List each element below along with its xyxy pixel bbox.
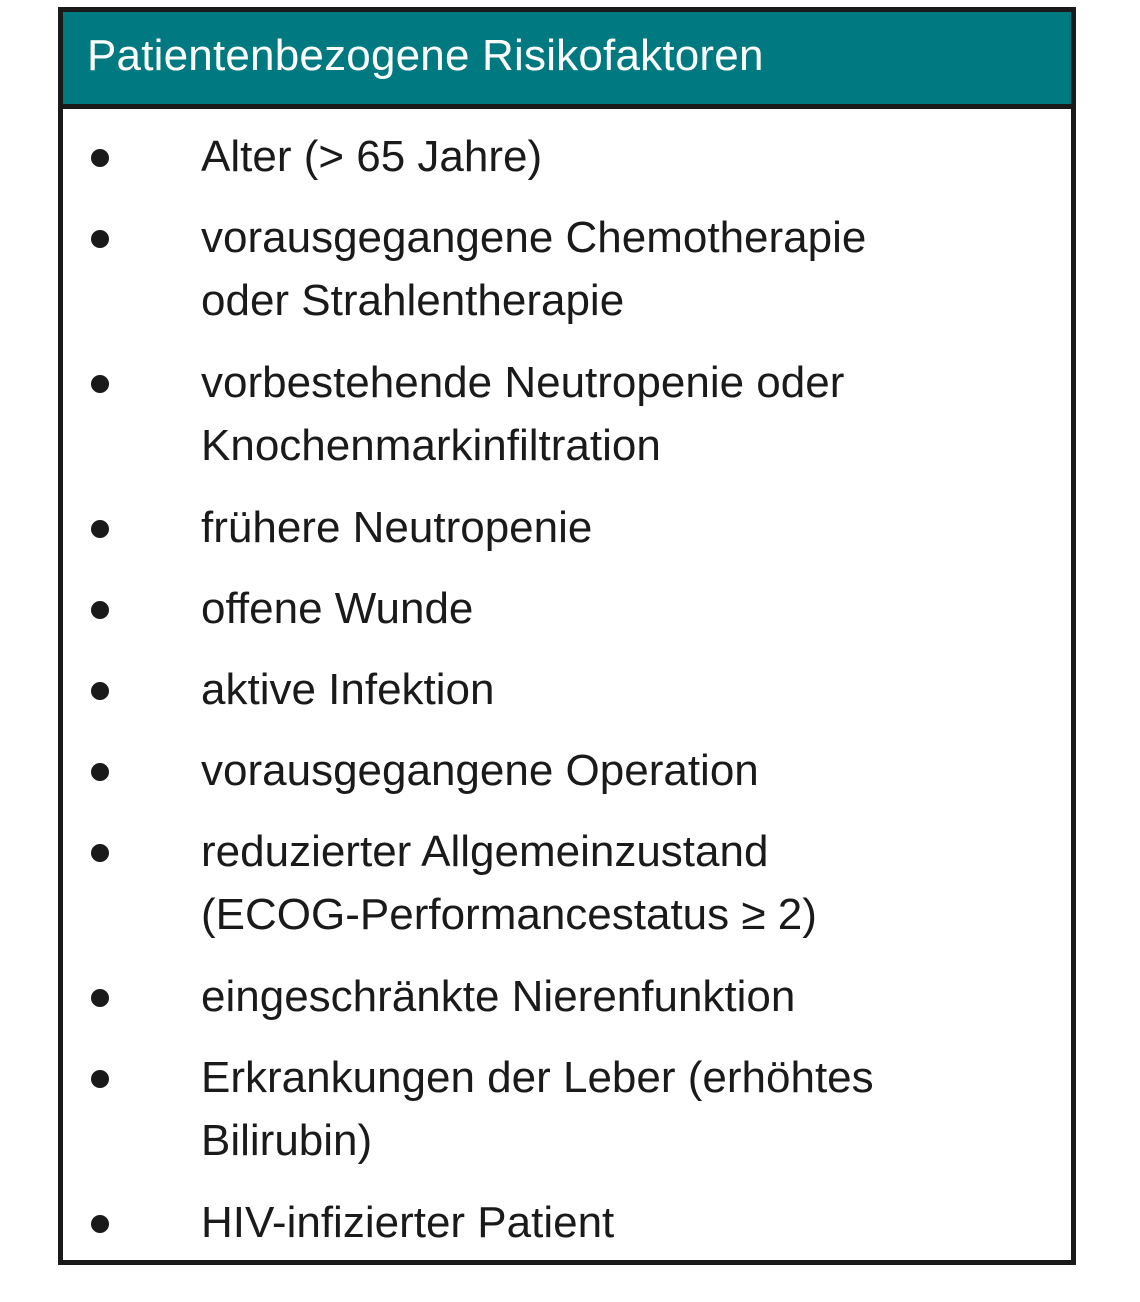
risk-factor-list [63,12,1071,1260]
bullet-icon [91,1070,109,1088]
bullet-icon [91,375,109,393]
bullet-icon [91,844,109,862]
bullet-icon [91,1215,109,1233]
list-item-text: Alter (> 65 Jahre) [201,132,543,181]
list-item-text: eingeschränkte Nierenfunktion [201,972,796,1021]
list-item-text: offene Wunde [201,584,474,633]
list-item-text: aktive Infektion [201,665,495,714]
risk-factors-box [58,7,1076,1265]
list-item-text: HIV-infizierter Patient [201,1198,615,1247]
bullet-icon [91,682,109,700]
list-item-text: frühere Neutropenie [201,503,593,552]
bullet-icon [91,230,109,248]
list-item-text: vorausgegangene Chemotherapie oder Strahlentherapie [201,213,867,325]
bullet-icon [91,149,109,167]
bullet-icon [91,989,109,1007]
bullet-icon [91,763,109,781]
header-title: Patientenbezogene Risikofaktoren [87,31,764,80]
list-item-text: reduzierter Allgemeinzustand (ECOG-Performancestatus ≥ 2) [201,827,817,939]
bullet-icon [91,520,109,538]
list-item-text: Erkrankungen der Leber (erhöhtes Bilirubin) [201,1053,874,1165]
bullet-icon [91,601,109,619]
list-item-text: vorausgegangene Operation [201,746,759,795]
list-item-text: vorbestehende Neutropenie oder Knochenmarkinfiltration [201,358,845,470]
